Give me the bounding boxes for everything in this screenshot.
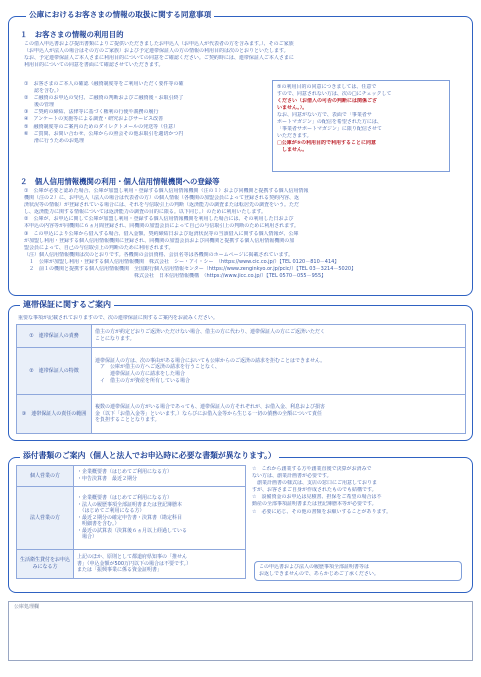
optout-note-line: すので、同意されない方は、次の□にチェックして: [277, 91, 392, 97]
documents-note-line: ☆ 必要に応じ、その他の書類をお願いすることがあります。: [252, 508, 392, 515]
optout-note-line: ポートマガジン」の配信を希望された方には、: [277, 119, 382, 125]
optout-note-line: いません。）。: [277, 105, 308, 111]
documents-row-label: 個人営業の方: [17, 466, 74, 487]
consent-s2-line: 済状況等の情報）が登録されている場合には、それを与信取引上の判断（返済能力の調査または転居先の調査をいう。ただ: [24, 202, 300, 209]
consent-s1-line: この借入申込書および提出書類によりご提供いただきましたお申込人（お申込人が代表者の方を含みます。）、そのご家族: [24, 41, 294, 47]
purpose-item: ② ご融資のお申込の受付、ご融資の判断およびご融資後・お取引終了: [24, 95, 184, 102]
guarantor-row-line: を負担することとなります。: [95, 417, 160, 424]
consent-s2-line: ① 公庫が必要と認めた場合、公庫が加盟し利用・登録する個人信用情報機関（注の１）および同機関と提携する個人信用情報: [24, 188, 309, 194]
guarantor-row-label: ③ 連帯保証人の責任の範囲: [17, 395, 92, 434]
documents-row-line: ・最近の試算表（決算後６ヵ月以上経過している: [77, 527, 188, 534]
purpose-item: ① お客さまのご本人の確認（融資制度等をご利用いただく要件等の確: [24, 81, 184, 87]
guarantor-title: 連帯保証に関するご案内: [20, 300, 114, 310]
table-row: [17, 550, 246, 579]
documents-note-line: ☆ これから創業する方や創業直後で決算がお済みで: [252, 466, 372, 472]
documents-row-label: 法人営業の方: [17, 487, 74, 550]
documents-note-line: すが、お客さまご自身が作成されたものでも結構です。: [252, 487, 377, 494]
documents-row-line: または「振興事業に係る資金証明書」: [77, 567, 163, 574]
consent-s2-text: [24, 188, 466, 280]
consent-s1-line: （お申込人が法人の場合はその方のご家族）および予定連帯保証人の方の情報の利用目的は次のとおりといたします。: [24, 48, 289, 55]
purpose-item: ⑥ ご質問、お問い合わせ、公庫からの照会その他お取引を適切かつ円: [24, 130, 184, 137]
guarantor-row-line: ことになります。: [95, 336, 135, 342]
guarantor-row-text: [92, 348, 466, 395]
purpose-list: [24, 81, 268, 145]
guarantor-row-text: [92, 395, 466, 434]
consent-s2-line: が加盟し利用・登録する個人信用情報機関に登録され、同機関の加盟会員および同機関と提携する個人信用情報機関の加: [24, 237, 295, 244]
consent-s1-text: [24, 41, 384, 69]
consent-s2-line: ③ この申込により公庫から借入する場合、借入金額、契約締結日および返済状況等の当該借入に関する個人情報が、公庫: [24, 230, 299, 237]
documents-note-line: ない方は、創業計画書が必要です。: [252, 473, 332, 480]
documents-notice-line: この申込書および法人の履歴事項全部証明書等は: [259, 564, 370, 570]
office-use-box: [8, 601, 473, 661]
purpose5-optout-box: [272, 80, 450, 172]
documents-row-line: 明細書を含む。）: [77, 521, 120, 528]
documents-row-text: [74, 466, 246, 487]
documents-row-text: [74, 550, 246, 579]
credit-bureau-note: （注）個人信用情報機関は次のとおりです。各機関の会員資格、会員名等は各機関のホームページに掲載されています。: [24, 251, 294, 258]
documents-row-line: 場合）: [77, 534, 98, 541]
consent-s1-heading: １ お客さまの情報の利用目的: [20, 30, 124, 39]
optout-note-line: いただきます。: [277, 133, 312, 139]
table-row: [17, 395, 466, 434]
optout-note-line: なお、同意がない方で、表面で「事業者サ: [277, 112, 372, 118]
documents-note-line: ☆ 設備資金のお申込は見積書、担保をご希望の場合は不: [252, 494, 382, 501]
credit-bureau-cic: １ 公庫が加盟し利用・登録する個人信用情報機関 株式会社 シー・アイ・シー （https://www.cic.co.jp/）【TEL 0120－810－414】: [24, 258, 340, 265]
guarantor-row-line: 金（以下「お借入金等」といいます。）ならびにお借入金等から生じる一切の債務の全額について責任: [95, 410, 323, 417]
guarantor-row-line: 複数の連帯保証人の方がいる場合であっても、連帯保証人の方それぞれが、お借入金、利息および損害: [95, 404, 325, 411]
guarantor-row-label: ② 連帯保証人の特徴: [17, 348, 92, 395]
documents-row-label: 生活衛生貸付をお申込みになる方: [17, 550, 74, 579]
optout-checkbox[interactable]: □公庫が⑤の利用目的で利用することに同意: [277, 140, 376, 146]
guarantor-row-line: イ 借主の方が資産を所有している場合: [95, 377, 191, 384]
guarantor-row-line: 連帯保証人の方は、次の事由がある場合においても公庫からのご返済の請求を拒むことはできません。: [95, 357, 326, 364]
documents-row-line: ・企業概要書（はじめてご利用になる方）: [77, 494, 173, 501]
consent-s2-line: 機関（注の２）に、お申込人（法人の場合は代表者の方）の個人情報（各機関の加盟会員によって登録される契約内容、返: [24, 195, 300, 202]
guarantor-row-label: ① 連帯保証人の責務: [17, 325, 92, 348]
consent-s2-line: 盟会員によって、自己の与信取引上の判断のために利用されます。: [24, 244, 174, 251]
credit-bureau-jicc: 株式会社 日本信用情報機構 （https://www.jicc.co.jp/）【TEL 0570－055－955】: [24, 273, 327, 280]
table-row: [17, 487, 246, 550]
credit-bureau-zengin: ２ 前１の機関と提携する個人信用情報機関 全国銀行個人信用情報センター（https://www.zenginkyo.or.jp/pcic/）【TEL 03－3214－5020】: [24, 266, 357, 273]
documents-row-line: 上記のほか、原則として都道府県知事の「推せん: [77, 554, 188, 561]
optout-note-line: ください（お借入の可否の判断には関係ござ: [277, 98, 378, 104]
optout-note-line: しません。: [277, 147, 308, 153]
purpose-item: 滑に行うためのお処理: [24, 137, 85, 144]
guarantor-intro: 重要な事項が記載されておりますので、次の連帯保証に関するご案内をお読みください。: [18, 315, 218, 321]
consent-s2-line: し、返済能力に関する情報については返済能力の調査の目的に限る。以下同じ。）のために利用いたします。: [24, 209, 267, 216]
guarantor-row-line: 借主の方が約定どおりご返済いただけない場合、借主の方に代わり、連帯保証人の方にご返済いただく: [95, 329, 326, 336]
office-use-label: 公庫処理欄: [14, 604, 40, 610]
guarantor-row-line: 連帯保証人の方に請求をした場合: [95, 371, 186, 377]
optout-note-line: ⑤の利用目的の同意につきましては、任意で: [277, 84, 377, 90]
consent-s2-line: 本申込の内容等が同機関に６ヵ月間登録され、同機関の加盟会員によって自己の与信取引上の判断のために利用されます。: [24, 223, 299, 230]
consent-s2-heading: ２ 個人信用情報機関の利用・個人信用情報機関への登録等: [20, 177, 220, 186]
documents-row-line: ・企業概要書（はじめてご利用になる方）: [77, 469, 173, 476]
documents-table: [16, 465, 246, 579]
purpose-item: ④ アンケートの実施等による調査・研究およびサービス改善: [24, 116, 164, 123]
documents-row-line: （はじめてご利用になる方）: [77, 508, 145, 515]
documents-note-line: 動産の全部事項証明書または登記簿謄本等が必要です。: [252, 501, 377, 508]
consent-s2-line: ② 公庫が、お申込に関して公庫が加盟し利用・登録する個人信用情報機関を利用した場合には、その利用した日および: [24, 216, 294, 223]
documents-title: 添付書類のご案内（個人と法人でお申込時に必要な書類が異なります。）: [20, 451, 279, 461]
consent-s1-line: 利用目的についての同意を書面にて確認させていただきます。: [24, 62, 164, 69]
table-row: [17, 466, 246, 487]
documents-row-line: ・最近２期分の確定申告書・決算書（勘定科目: [77, 514, 183, 521]
purpose-item: ⑤ 融資制度等のご案内のためのダイレクトメールの発送等（任意）: [24, 123, 179, 130]
documents-row-line: ・申告決算書 最近２期分: [77, 476, 138, 482]
documents-row-line: ・法人の履歴事項全部証明書または登記簿謄本: [77, 501, 183, 508]
table-row: [17, 325, 466, 348]
guarantor-row-line: ア 公庫が借主の方へご返済の請求を行うことなく、: [95, 364, 220, 371]
purpose-item: ③ ご契約の締結、法律等に基づく権利の行使や義務の履行: [24, 109, 159, 116]
guarantor-row-text: [92, 325, 466, 348]
documents-notes: [252, 466, 466, 516]
documents-row-text: [74, 487, 246, 550]
documents-note-line: 創業計画書の様式は、支店の窓口にご用意しておりま: [252, 480, 378, 487]
documents-notice-line: お返しできませんので、あらかじめご了承ください。: [259, 571, 379, 577]
consent-title: 公庫におけるお客さまの情報の取扱に関する同意事項: [26, 10, 214, 20]
optout-note-line: 「事業者サポートマガジン」に限り配信させて: [277, 126, 382, 132]
guarantor-table: [16, 324, 466, 434]
purpose-item: 後の管理: [24, 102, 55, 109]
documents-notice-box: [254, 561, 462, 581]
purpose-item: 認を含む。）: [24, 88, 62, 95]
documents-row-line: 書」（申込金額が500万円以下の場合は不要です。）: [77, 560, 192, 567]
consent-s1-line: なお、予定連帯保証人ご本人さまに利用目的についての同意をご確認ください。ご契約時には、連帯保証人ご本人さまに: [24, 55, 294, 62]
table-row: [17, 348, 466, 395]
